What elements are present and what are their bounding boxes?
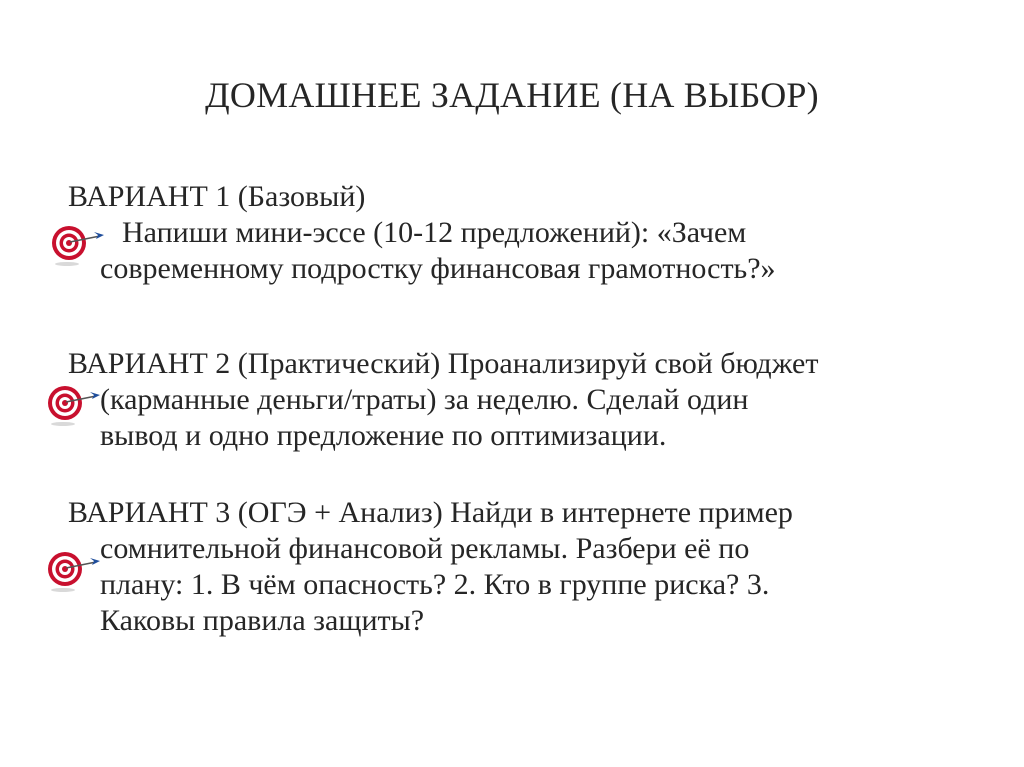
variant-3-text-line-1: сомнительной финансовой рекламы. Разбери её по — [100, 532, 750, 565]
variant-3-heading: ВАРИАНТ 3 (ОГЭ + Анализ) Найди в интернете пример — [68, 496, 793, 529]
variant-3-text-line-3: Каковы правила защиты? — [100, 604, 425, 637]
variant-3 — [68, 495, 968, 639]
variant-2-text-line-2: вывод и одно предложение по оптимизации. — [100, 419, 667, 452]
variant-1-text-line-1: Напиши мини-эссе (10-12 предложений): «Зачем — [122, 216, 747, 249]
variant-1-text-line-2: современному подростку финансовая грамотность?» — [100, 252, 776, 285]
variant-3-text-line-2: плану: 1. В чём опасность? 2. Кто в группе риска? 3. — [100, 568, 770, 601]
variant-2-text-line-1: (карманные деньги/траты) за неделю. Сделай один — [100, 383, 749, 416]
slide-title: ДОМАШНЕЕ ЗАДАНИЕ (НА ВЫБОР) — [205, 75, 819, 115]
variant-2-heading: ВАРИАНТ 2 (Практический) Проанализируй свой бюджет — [68, 347, 819, 380]
target-arrow-icon — [46, 548, 108, 592]
variant-2 — [68, 346, 968, 454]
target-arrow-icon — [46, 382, 108, 426]
target-arrow-icon — [50, 222, 112, 266]
variant-1 — [68, 179, 968, 287]
variant-1-heading: ВАРИАНТ 1 (Базовый) — [68, 180, 366, 213]
